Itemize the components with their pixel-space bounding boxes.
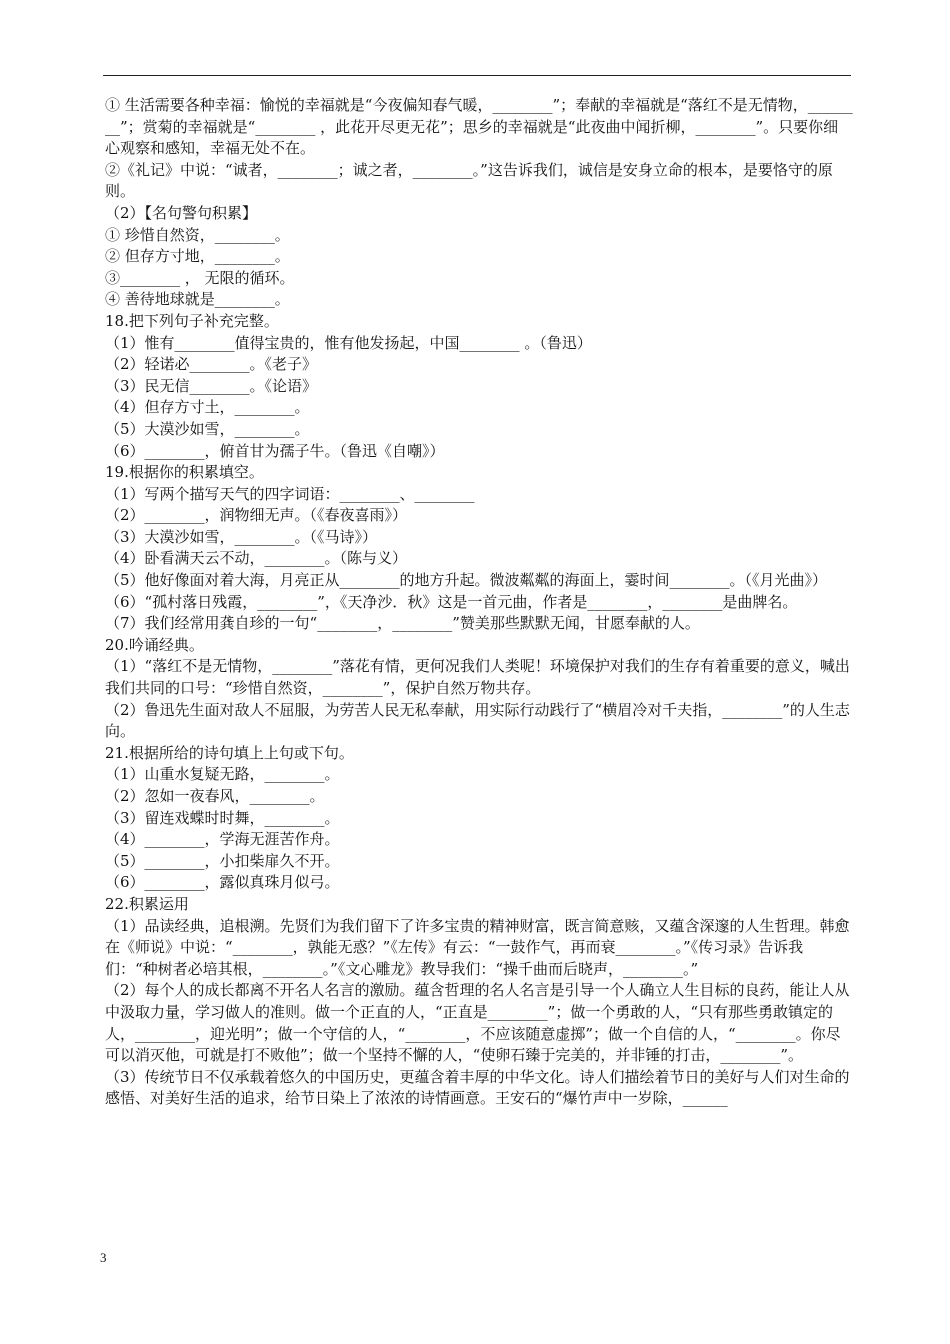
text-line: ④ 善待地球就是________。 [105, 290, 290, 309]
text-line: （3）传统节日不仅承载着悠久的中国历史，更蕴含着丰厚的中华文化。诗人们描绘着节日的美好与人们对生命的感悟、对美好生活的追求，给节日染上了浓浓的诗情画意。王安石的“爆竹声中一岁除，______ [105, 1067, 850, 1108]
question-heading: 22.积累运用 [105, 894, 189, 913]
section-heading: （2）【名句警句积累】 [105, 203, 258, 222]
question-heading: 18.把下列句子补充完整。 [105, 311, 279, 330]
text-line: （4）________，学海无涯苦作舟。 [105, 830, 340, 849]
text-line: （7）我们经常用龚自珍的一句“________，________”赞美那些默默无闻，甘愿奉献的人。 [105, 614, 700, 633]
text-line: （6）________，俯首甘为孺子牛。（鲁迅《自嘲》） [105, 441, 445, 460]
question-heading: 20.吟诵经典。 [105, 635, 204, 654]
text-line: （2）忽如一夜春风，________。 [105, 787, 325, 805]
text-line: （4）卧看满天云不动，________。（陈与义） [105, 549, 408, 568]
text-line: （2）每个人的成长都离不开名人名言的激励。蕴含哲理的名人名言是引导一个人确立人生目标的良药，能让人从中汲取力量，学习做人的准则。做一个正直的人，“正直是________”；做一个勇敢的人，“只有那些勇敢镇定的人，________，迎光明”；做一个守信的人，“________，不应该随意虚掷”；做一个自信的人，“________。你尽可以消灭他，可就是打不败他”；做一个坚持不懈的人，“使卵石臻于完美的，并非锤的打击，________”。 [105, 981, 850, 1065]
text-line: ③________ ， 无限的循环。 [105, 268, 295, 287]
text-line: （5）大漠沙如雪，________。 [105, 419, 310, 438]
text-line: ① 珍惜自然资，________。 [105, 225, 290, 244]
text-line: （1）“落红不是无情物，________”落花有情，更何况我们人类呢！环境保护对我们的生存有着重要的意义，喊出我们共同的口号：“珍惜自然资，________”，保护自然万物共存。 [105, 657, 850, 698]
text-line: （1）写两个描写天气的四字词语：________、________ [105, 484, 475, 503]
header-rule [103, 75, 851, 76]
text-line: （5）________，小扣柴扉久不开。 [105, 851, 340, 870]
text-line: ②《礼记》中说：“诚者，________；诚之者，________。”这告诉我们，诚信是安身立命的根本，是要恪守的原则。 [105, 160, 833, 201]
text-line: （2）________，润物细无声。（《春夜喜雨》） [105, 506, 408, 525]
text-line: （4）但存方寸土，________。 [105, 398, 310, 417]
text-line: （1）山重水复疑无路，________。 [105, 765, 340, 784]
text-line: （6）“孤村落日残霞，________”，《天净沙．秋》这是一首元曲，作者是________，________是曲牌名。 [105, 592, 798, 611]
text-line: ① 生活需要各种幸福：愉悦的幸福就是“今夜偏知春气暖，________”；奉献的幸福就是“落红不是无情物，________”；赏菊的幸福就是“________ ，此花开尽更无花”；思乡的幸福就是“此夜曲中闻折柳，________”。只要你细心观察和感知，幸福无处不在。 [105, 96, 853, 158]
text-line: （1）惟有________值得宝贵的，惟有他发扬起，中国________ 。（鲁迅） [105, 333, 592, 352]
question-heading: 19.根据你的积累填空。 [105, 463, 264, 482]
text-line: （1）品读经典，追根溯。先贤们为我们留下了许多宝贵的精神财富，既言简意赅，又蕴含深邃的人生哲理。韩愈在《师说》中说：“________，孰能无惑？”《左传》有云：“一鼓作气，再而衰________。”《传习录》告诉我们：“种树者必培其根，________。”《文心雕龙》教导我们：“操千曲而后晓声，________。” [105, 916, 850, 978]
document-body [105, 95, 853, 1110]
text-line: （3）大漠沙如雪，________。（《马诗》） [105, 527, 378, 546]
text-line: （3）民无信________。《论语》 [105, 376, 318, 395]
text-line: （6）________，露似真珠月似弓。 [105, 873, 340, 892]
question-heading: 21.根据所给的诗句填上上句或下句。 [105, 743, 354, 762]
text-line: （5）他好像面对着大海，月亮正从________的地方升起。微波粼粼的海面上，霎时间________。（《月光曲》） [105, 571, 828, 590]
text-line: ② 但存方寸地，________。 [105, 247, 290, 266]
text-line: （3）留连戏蝶时时舞，________。 [105, 808, 340, 827]
text-line: （2）鲁迅先生面对敌人不屈服，为劳苦人民无私奉献，用实际行动践行了“横眉冷对千夫指，________”的人生志向。 [105, 700, 850, 741]
text-line: （2）轻诺必________。《老子》 [105, 355, 318, 374]
page-number: 3 [100, 1250, 107, 1265]
